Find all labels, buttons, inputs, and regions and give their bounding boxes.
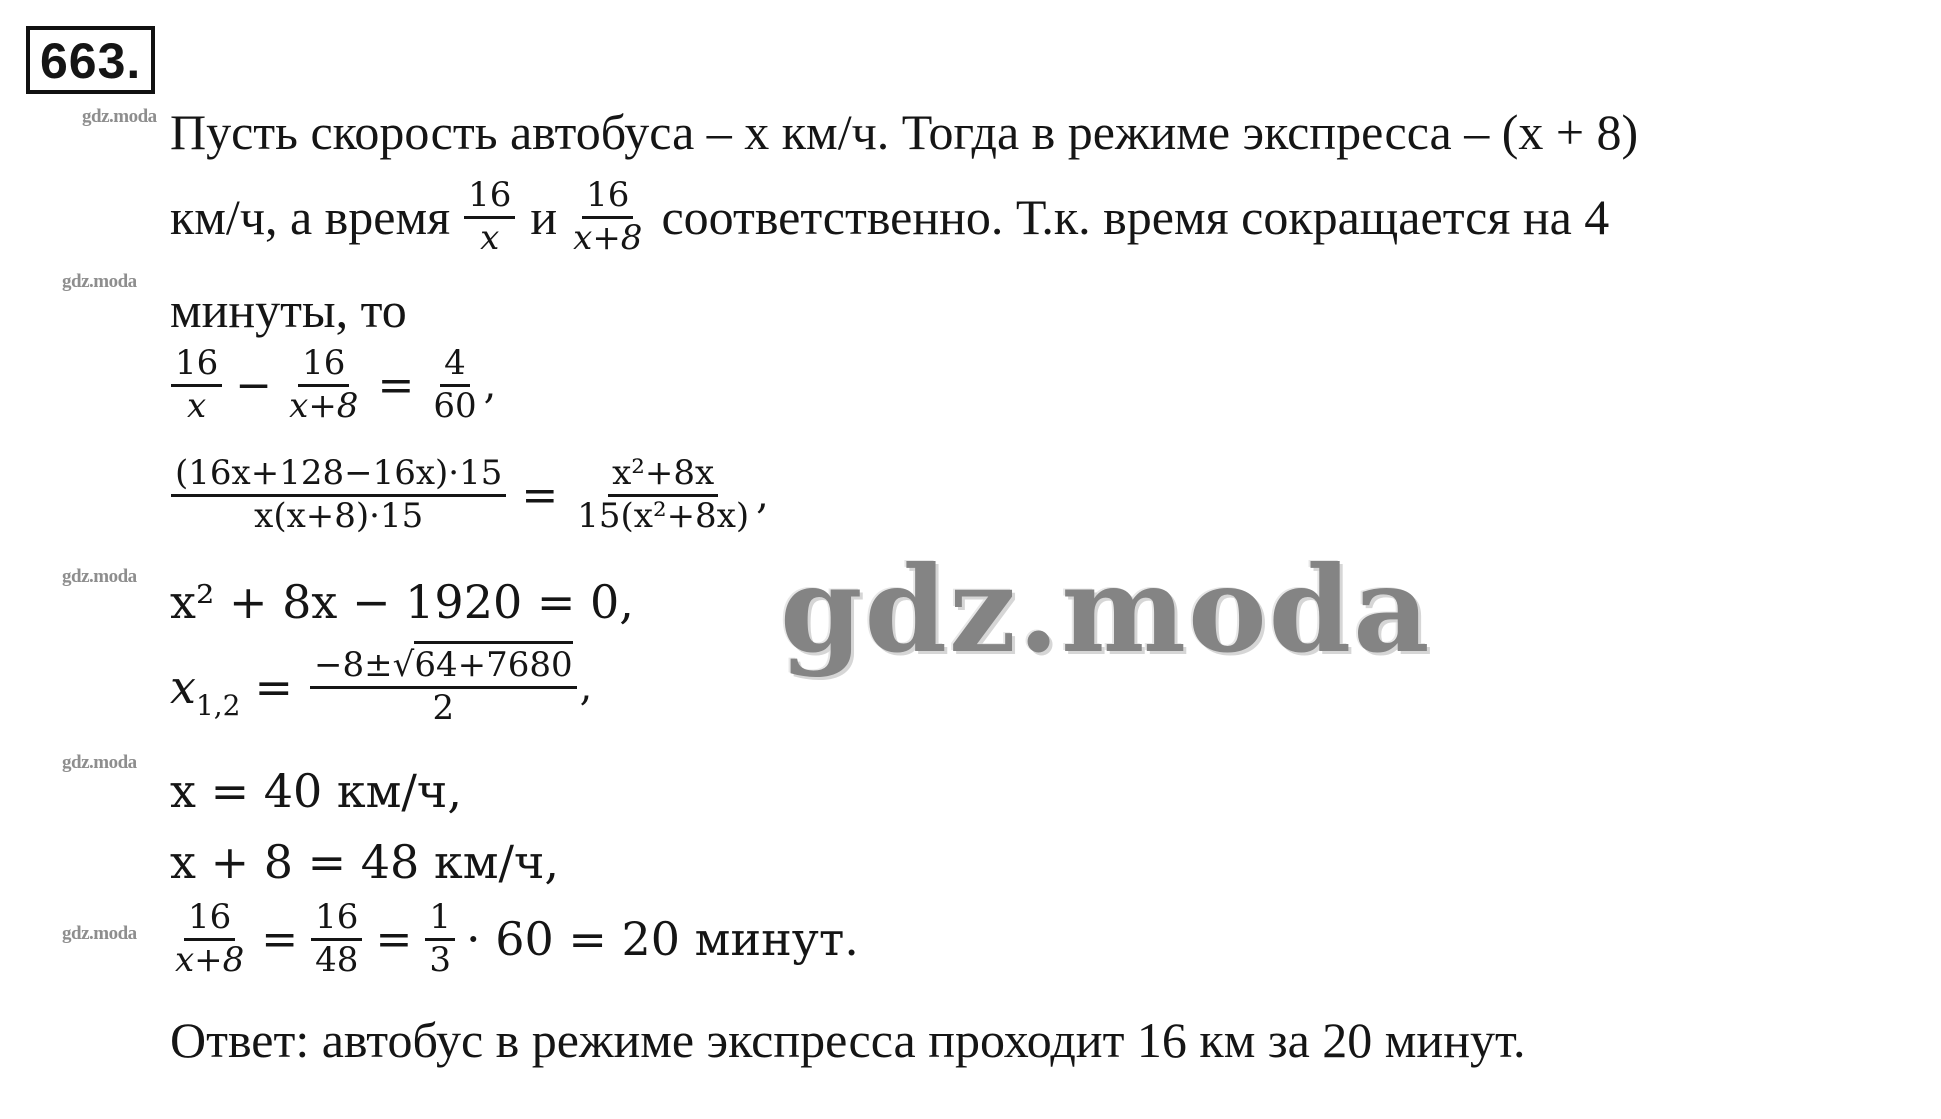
watermark-small: gdz.moda [62, 923, 137, 944]
fraction [285, 343, 362, 426]
fraction [171, 453, 506, 536]
watermark-big: gdz.moda [780, 540, 1432, 679]
fraction-numerator [310, 645, 577, 689]
operator: = [377, 359, 415, 411]
fraction-numerator: 16 [171, 346, 222, 387]
fraction-denominator: x [187, 385, 207, 426]
fraction-denominator: 48 [315, 939, 359, 980]
fraction [569, 175, 646, 258]
watermark-small: gdz.moda [62, 566, 137, 587]
subscript: 1,2 [195, 689, 241, 723]
fraction-denominator: 3 [429, 939, 451, 980]
fraction-numerator: 16 [464, 178, 515, 219]
equation-1 [168, 343, 497, 426]
fraction-denominator: 60 [433, 385, 477, 426]
watermark-small: gdz.moda [62, 752, 137, 773]
answer-line: Ответ: автобус в режиме экспресса проходит 16 км за 20 минут. [170, 1012, 1526, 1068]
fraction-numerator: 16 [311, 900, 362, 941]
operator: = [261, 913, 299, 965]
variable: x [170, 660, 196, 715]
punctuation: , [579, 664, 593, 711]
equation-7 [168, 897, 859, 980]
numerator-prefix: −8± [314, 645, 393, 685]
fraction-denominator: x+8 [289, 385, 359, 426]
operator: = [521, 469, 559, 521]
fraction [464, 175, 515, 258]
fraction-denominator: 15(x²+8x) [577, 495, 750, 536]
equation-2 [168, 453, 769, 536]
fraction-numerator: 4 [440, 346, 470, 387]
radicand: 64+7680 [414, 641, 572, 685]
equation-3: x² + 8x − 1920 = 0, [170, 575, 634, 629]
punctuation: , [756, 472, 769, 519]
fraction-denominator: x [480, 217, 500, 258]
fraction [310, 645, 577, 728]
fraction [429, 343, 480, 426]
fraction-numerator: 16 [582, 178, 633, 219]
equation-tail: · 60 = 20 минут. [465, 912, 859, 967]
fraction [171, 897, 248, 980]
equation-6: x + 8 = 48 км/ч, [170, 835, 560, 889]
fraction [425, 897, 455, 980]
problem-number: 663. [26, 26, 155, 94]
sqrt-sign: √ [392, 645, 415, 685]
punctuation: , [483, 362, 497, 409]
operator: = [375, 913, 413, 965]
fraction-denominator: x+8 [175, 939, 245, 980]
fraction [311, 897, 362, 980]
equation-5: x = 40 км/ч, [170, 764, 462, 818]
fraction [171, 343, 222, 426]
fraction-denominator: 2 [432, 687, 455, 728]
operator: − [235, 359, 273, 411]
equation-4 [170, 645, 593, 728]
watermark-small: gdz.moda [82, 106, 157, 127]
fraction-numerator: 16 [184, 900, 235, 941]
text-line-2 [170, 175, 1610, 258]
fraction-denominator: x(x+8)·15 [254, 495, 424, 536]
watermark-small: gdz.moda [62, 271, 137, 292]
fraction-numerator: 1 [425, 900, 455, 941]
fraction-numerator: 16 [298, 346, 349, 387]
text-fragment: и [530, 189, 558, 246]
text-line-1: Пусть скорость автобуса – x км/ч. Тогда в режиме экспресса – (x + 8) [170, 104, 1639, 160]
fraction [573, 453, 753, 536]
text-fragment: соответственно. Т.к. время сокращается на 4 [661, 189, 1610, 246]
fraction-denominator: x+8 [573, 217, 643, 258]
fraction-numerator: x²+8x [608, 456, 718, 497]
operator: = [254, 660, 294, 715]
text-line-3: минуты, то [170, 282, 407, 338]
fraction-numerator: (16x+128−16x)·15 [171, 456, 506, 497]
text-fragment: км/ч, а время [170, 189, 451, 246]
